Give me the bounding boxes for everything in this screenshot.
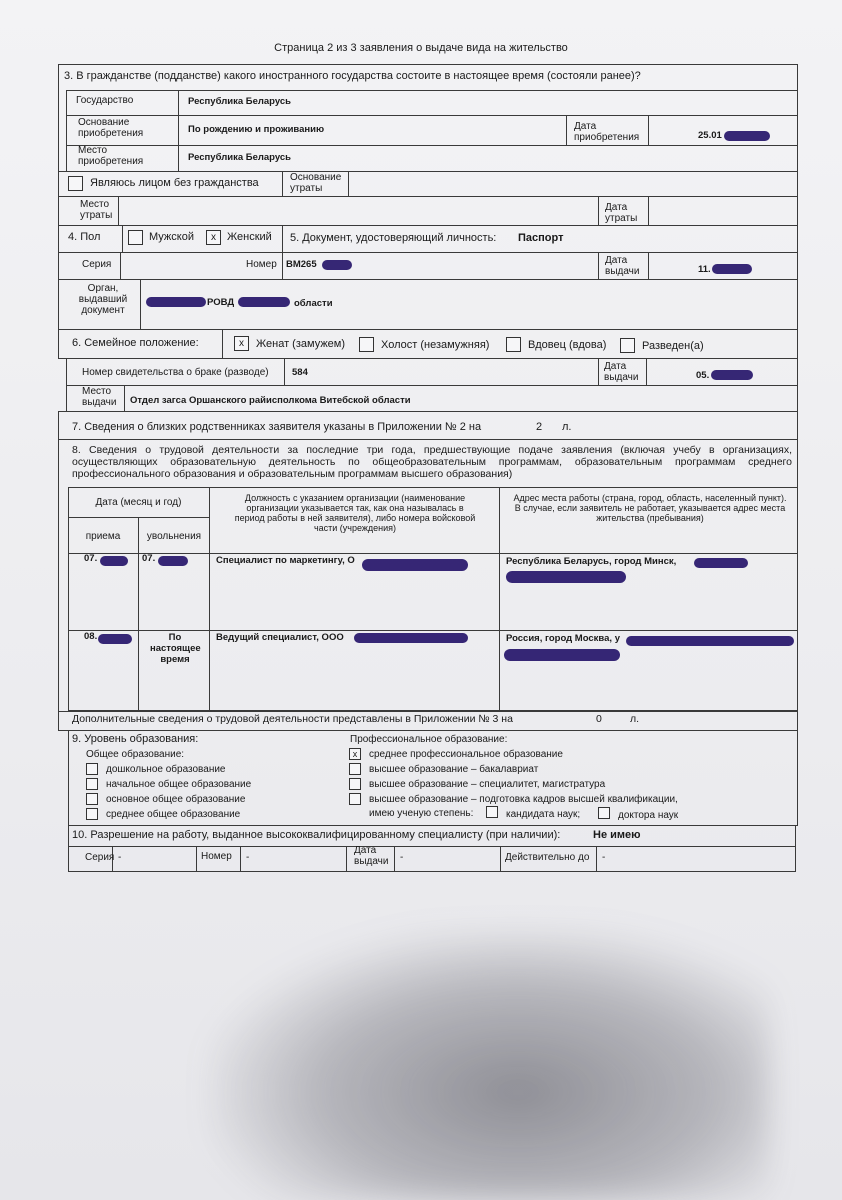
page-title: Страница 2 из 3 заявления о выдаче вида на жительство (274, 42, 568, 54)
loss-date-label: Дата утраты (605, 202, 638, 224)
issue-date-label: Дата выдачи (605, 255, 640, 277)
row1-address: Республика Беларусь, город Минск, (506, 556, 677, 567)
redaction-mark (506, 571, 626, 583)
series-label: Серия (82, 259, 112, 270)
primary-checkbox[interactable] (86, 778, 98, 790)
place-value: Республика Беларусь (188, 152, 292, 163)
doctor-checkbox[interactable] (598, 807, 610, 819)
loss-place-label: Место утраты (80, 199, 113, 221)
divorced-label: Разведен(а) (642, 340, 704, 352)
single-label: Холост (незамужняя) (381, 339, 490, 351)
basic-label: основное общее образование (106, 794, 246, 805)
section-6-heading: 6. Семейное положение: (72, 337, 199, 349)
authority-label: Орган, выдавший документ (78, 283, 128, 316)
phone-shadow (210, 930, 770, 1200)
work-permit-value: Не имею (593, 829, 641, 841)
master-checkbox[interactable] (349, 778, 361, 790)
section-9-heading: 9. Уровень образования: (72, 733, 199, 745)
female-label: Женский (227, 231, 272, 243)
relatives-count: 2 (536, 421, 543, 433)
redaction-mark (362, 559, 468, 571)
redaction-mark (238, 297, 290, 307)
stateless-label: Являюсь лицом без гражданства (90, 177, 259, 189)
redaction-mark (354, 633, 468, 643)
widowed-label: Вдовец (вдова) (528, 339, 607, 351)
passport-row (58, 252, 798, 280)
vocational-label: среднее профессиональное образование (369, 749, 563, 760)
stateless-checkbox[interactable] (68, 176, 83, 191)
row2-hire: 08. (84, 631, 98, 642)
cert-value: 584 (292, 367, 308, 378)
candidate-checkbox[interactable] (486, 806, 498, 818)
general-education-label: Общее образование: (86, 749, 185, 760)
section-4-heading: 4. Пол (68, 231, 101, 243)
single-checkbox[interactable] (359, 337, 374, 352)
basis-label: Основание приобретения (78, 117, 144, 139)
redaction-mark (100, 556, 128, 566)
section-3-heading: 3. В гражданстве (подданстве) какого иностранного государства состоите в настоящее время (состояли ранее)? (64, 70, 641, 82)
row2-address: Россия, город Москва, у (506, 633, 620, 644)
wp-number-value: - (246, 852, 250, 863)
number-label: Номер (246, 259, 277, 270)
relatives-text: 7. Сведения о близких родственниках заявителя указаны в Приложении № 2 на (72, 421, 482, 433)
divorced-checkbox[interactable] (620, 338, 635, 353)
loss-row (58, 196, 798, 226)
wp-number-label: Номер (201, 851, 232, 862)
number-value: ВМ265 (286, 259, 317, 270)
wp-date-label: Дата выдачи (354, 845, 389, 867)
bachelor-checkbox[interactable] (349, 763, 361, 775)
col-address-header: Адрес места работы (страна, город, область, населенный пункт). В случае, если заявитель не работает, указывается адрес места жительства (пребывания) (513, 493, 787, 523)
redaction-mark (322, 260, 352, 270)
redaction-mark (694, 558, 748, 568)
col-fire-header: увольнения (146, 531, 202, 542)
authority-end: области (294, 298, 333, 309)
postgrad-checkbox[interactable] (349, 793, 361, 805)
doc-type-value: Паспорт (518, 232, 564, 244)
married-label: Женат (замужем) (256, 338, 346, 350)
cert-date-value: 05. (696, 370, 710, 381)
wp-series-value: - (118, 852, 122, 863)
secondary-checkbox[interactable] (86, 808, 98, 820)
wp-valid-value: - (602, 852, 606, 863)
place-label: Место приобретения (78, 145, 144, 167)
primary-label: начальное общее образование (106, 779, 252, 790)
col-dates-header: Дата (месяц и год) (95, 497, 182, 508)
issue-place-value: Отдел загса Оршанского райисполкома Витебской области (130, 395, 411, 406)
vocational-checkbox[interactable]: x (349, 748, 361, 760)
loss-basis-label: Основание утраты (290, 172, 342, 194)
preschool-label: дошкольное образование (106, 764, 226, 775)
state-row (66, 90, 798, 116)
extra-employment-unit: л. (630, 713, 640, 725)
relatives-unit: л. (562, 421, 572, 433)
redaction-mark (724, 131, 770, 141)
wp-series-label: Серия (85, 852, 115, 863)
state-label: Государство (76, 95, 134, 106)
place-row (66, 145, 798, 172)
work-permit-row (68, 846, 796, 872)
extra-employment-text: Дополнительные сведения о трудовой деятельности представлены в Приложении № 3 на (72, 713, 513, 725)
extra-employment-count: 0 (596, 713, 602, 725)
row1-hire: 07. (84, 553, 98, 564)
redaction-mark (711, 370, 753, 380)
row2-position: Ведущий специалист, ООО (216, 632, 344, 643)
basis-value: По рождению и проживанию (188, 124, 325, 135)
male-label: Мужской (149, 231, 194, 243)
postgrad-label: высшее образование – подготовка кадров высшей квалификации, (369, 794, 678, 805)
redaction-mark (626, 636, 794, 646)
cert-label: Номер свидетельства о браке (разводе) (82, 367, 269, 378)
wp-valid-label: Действительно до (505, 852, 590, 863)
basis-row (66, 115, 798, 146)
issue-date-value: 11. (698, 264, 711, 275)
widowed-checkbox[interactable] (506, 337, 521, 352)
basic-checkbox[interactable] (86, 793, 98, 805)
wp-date-value: - (400, 852, 404, 863)
doctor-label: доктора наук (618, 810, 679, 821)
section-8-heading: 8. Сведения о трудовой деятельности за последние три года, предшествующие подаче заявления (включая учебу в организациях, осуществляющих образовательную деятельность по общеобразовательным программам, образовательным программам среднего профессионального образования и образовательным программам высшего образования) (72, 444, 792, 480)
state-value: Республика Беларусь (188, 96, 292, 107)
authority-mid: РОВД (207, 297, 235, 308)
degree-label: имею ученую степень: (369, 808, 474, 819)
col-position-header: Должность с указанием организации (наименование организации указывается так, как она называлась в период работы в ней заявителя), либо номера войсковой части (учреждения) (234, 493, 476, 533)
master-label: высшее образование – специалитет, магистратура (369, 779, 606, 790)
married-checkbox[interactable]: x (234, 336, 249, 351)
issue-place-label: Место выдачи (82, 386, 117, 408)
row2-fire: По настоящее время (150, 632, 201, 665)
female-checkbox[interactable]: x (206, 230, 221, 245)
preschool-checkbox[interactable] (86, 763, 98, 775)
acquisition-date-label: Дата приобретения (574, 121, 640, 143)
acquisition-date-value: 25.01 (698, 130, 722, 141)
redaction-mark (504, 649, 620, 661)
row1-fire: 07. (142, 553, 156, 564)
col-hire-header: приема (85, 531, 121, 542)
male-checkbox[interactable] (128, 230, 143, 245)
redaction-mark (98, 634, 132, 644)
bachelor-label: высшее образование – бакалавриат (369, 764, 539, 775)
secondary-label: среднее общее образование (106, 809, 241, 820)
section-10-heading: 10. Разрешение на работу, выданное высококвалифицированному специалисту (при наличии): (72, 829, 561, 841)
prof-education-label: Профессиональное образование: (350, 734, 508, 745)
row1-position: Специалист по маркетингу, О (216, 555, 355, 566)
redaction-mark (146, 297, 206, 307)
section-5-heading: 5. Документ, удостоверяющий личность: (290, 232, 497, 244)
redaction-mark (158, 556, 188, 566)
redaction-mark (712, 264, 752, 274)
candidate-label: кандидата наук; (506, 809, 581, 820)
cert-date-label: Дата выдачи (604, 361, 639, 383)
